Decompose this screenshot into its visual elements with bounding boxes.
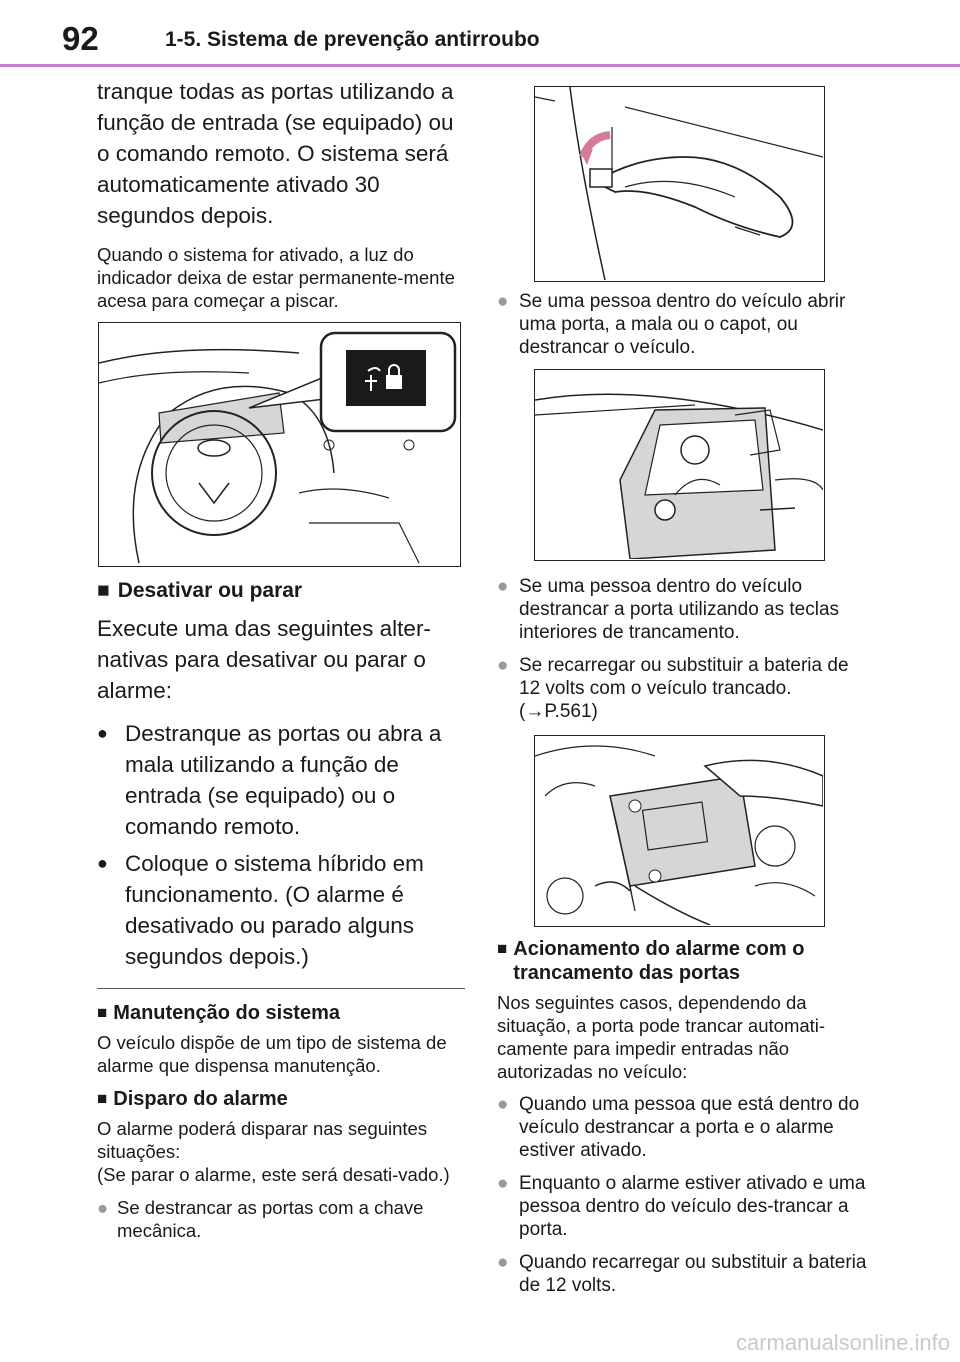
list-item	[97, 718, 467, 842]
battery-drawing	[535, 736, 823, 925]
list-item-text: Se recarregar ou substituir a bateria de 12 volts com o veículo trancado. (→P.561)	[519, 655, 849, 722]
bullet-dot: ●	[497, 1252, 509, 1273]
square-marker: ■	[97, 579, 110, 602]
left-column	[97, 76, 467, 1252]
list-item	[497, 1093, 867, 1162]
square-marker: ■	[97, 1089, 108, 1108]
list-item-text: Enquanto o alarme estiver ativado e uma pessoa dentro do veículo des-trancar a porta.	[519, 1173, 866, 1240]
maintenance-heading	[97, 1001, 467, 1025]
bullet-dot: ●	[97, 723, 108, 743]
battery-replacement-illustration	[534, 735, 825, 927]
deactivate-text: Execute uma das seguintes alter-nativas para desativar ou parar o alarme:	[97, 616, 431, 703]
list-item	[497, 1251, 867, 1297]
list-item-text: Quando uma pessoa que está dentro do veículo destrancar a porta e o alarme estiver ativado.	[519, 1094, 860, 1161]
maintenance-heading-text: Manutenção do sistema	[113, 1002, 340, 1024]
door-key-illustration	[534, 86, 825, 282]
list-item	[497, 1172, 867, 1241]
car-drawing	[535, 370, 823, 559]
autolock-heading	[497, 937, 867, 985]
trigger-heading-text: Disparo do alarme	[113, 1088, 288, 1110]
page-number: 92	[62, 20, 99, 57]
list-item-text: Se destrancar as portas com a chave mecânica.	[117, 1197, 424, 1241]
list-item	[97, 1196, 467, 1242]
list-item	[97, 848, 467, 972]
list-item-text: Destranque as portas ou abra a mala utilizando a função de entrada (se equipado) ou o comando remoto.	[125, 721, 442, 839]
bullet-dot: ●	[497, 655, 509, 676]
trigger-text-1: O alarme poderá disparar nas seguintes situações:	[97, 1118, 428, 1162]
dashboard-drawing	[99, 323, 459, 565]
intro-note: Quando o sistema for ativado, a luz do indicador deixa de estar permanente-mente acesa para começar a piscar.	[97, 244, 455, 311]
page-header	[0, 0, 960, 66]
list-item-text: Se uma pessoa dentro do veículo destrancar a porta utilizando as teclas interiores de trancamento.	[519, 576, 840, 643]
section-title: 1-5. Sistema de prevenção antirroubo	[165, 28, 540, 51]
right-column	[497, 86, 867, 1307]
bullet-dot: ●	[497, 1094, 509, 1115]
door-drawing	[535, 87, 823, 280]
watermark: carmanualsonline.info	[735, 1330, 950, 1355]
list-item-text: Coloque o sistema híbrido em funcionamento. (O alarme é desativado ou parado alguns segundos depois.)	[125, 851, 424, 969]
list-item	[497, 654, 867, 723]
bullet-dot: ●	[497, 1173, 509, 1194]
trigger-text-2: (Se parar o alarme, este será desati-vado.)	[97, 1164, 450, 1185]
list-item	[497, 575, 867, 644]
intro-paragraph: tranque todas as portas utilizando a função de entrada (se equipado) ou o comando remoto. O sistema será automaticamente ativado 30 segundos depois.	[97, 79, 454, 228]
list-item-text: Se uma pessoa dentro do veículo abrir uma porta, a mala ou o capot, ou destrancar o veículo.	[519, 291, 846, 358]
square-marker: ■	[97, 1003, 108, 1022]
car-door-opening-illustration	[534, 369, 825, 561]
autolock-text: Nos seguintes casos, dependendo da situação, a porta pode trancar automati-camente para impedir entradas não autorizadas no veículo:	[497, 992, 826, 1082]
dashboard-indicator-illustration	[98, 322, 461, 567]
square-marker: ■	[497, 939, 508, 958]
list-item-text: Quando recarregar ou substituir a bateria de 12 volts.	[519, 1252, 867, 1296]
autolock-heading-text: Acionamento do alarme com o trancamento das portas	[513, 938, 805, 984]
section-divider	[97, 988, 465, 989]
bullet-dot: ●	[97, 1197, 109, 1218]
deactivate-heading	[97, 577, 467, 605]
deactivate-heading-text: Desativar ou parar	[117, 579, 303, 602]
trigger-heading	[97, 1087, 467, 1111]
bullet-dot: ●	[497, 576, 509, 597]
bullet-dot: ●	[97, 853, 108, 873]
bullet-dot: ●	[497, 291, 509, 312]
maintenance-text: O veículo dispõe de um tipo de sistema de alarme que dispensa manutenção.	[97, 1032, 447, 1076]
header-rule	[0, 64, 960, 67]
list-item	[497, 290, 867, 359]
